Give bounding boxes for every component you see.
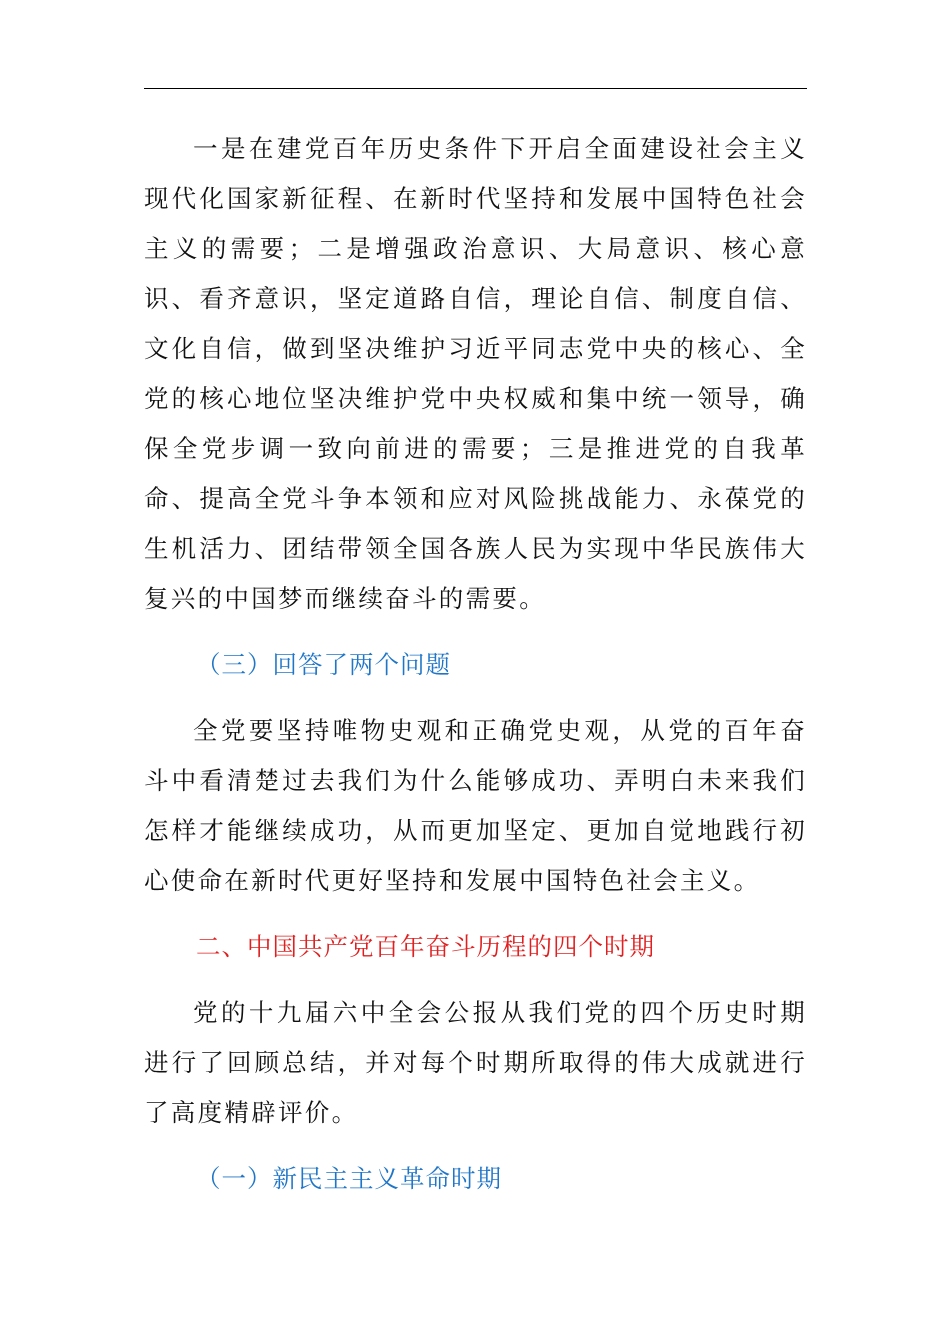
header-rule [144, 88, 807, 89]
document-body [144, 124, 807, 1204]
heading-two-questions: （三）回答了两个问题 [196, 650, 451, 679]
paragraph-needs: 一是在建党百年历史条件下开启全面建设社会主义现代化国家新征程、在新时代坚持和发展中国特色社会主义的需要；二是增强政治意识、大局意识、核心意识、看齐意识，坚定道路自信，理论自信、制度自信、文化自信，做到坚决维护习近平同志党中央的核心、全党的核心地位坚决维护党中央权威和集中统一领导，确保全党步调一致向前进的需要；三是推进党的自我革命、提高全党斗争本领和应对风险挑战能力、永葆党的生机活力、团结带领全国各族人民为实现中华民族伟大复兴的中国梦而继续奋斗的需要。 [144, 134, 807, 613]
paragraph-four-periods: 党的十九届六中全会公报从我们党的四个历史时期进行了回顾总结，并对每个时期所取得的伟大成就进行了高度精辟评价。 [144, 998, 807, 1127]
paragraph-two-questions: 全党要坚持唯物史观和正确党史观，从党的百年奋斗中看清楚过去我们为什么能够成功、弄明白未来我们怎样才能继续成功，从而更加坚定、更加自觉地践行初心使命在新时代更好坚持和发展中国特色社会主义。 [144, 716, 807, 895]
section-heading-four-periods: 二、中国共产党百年奋斗历程的四个时期 [196, 932, 655, 961]
heading-new-democratic-revolution: （一）新民主主义革命时期 [196, 1164, 502, 1193]
